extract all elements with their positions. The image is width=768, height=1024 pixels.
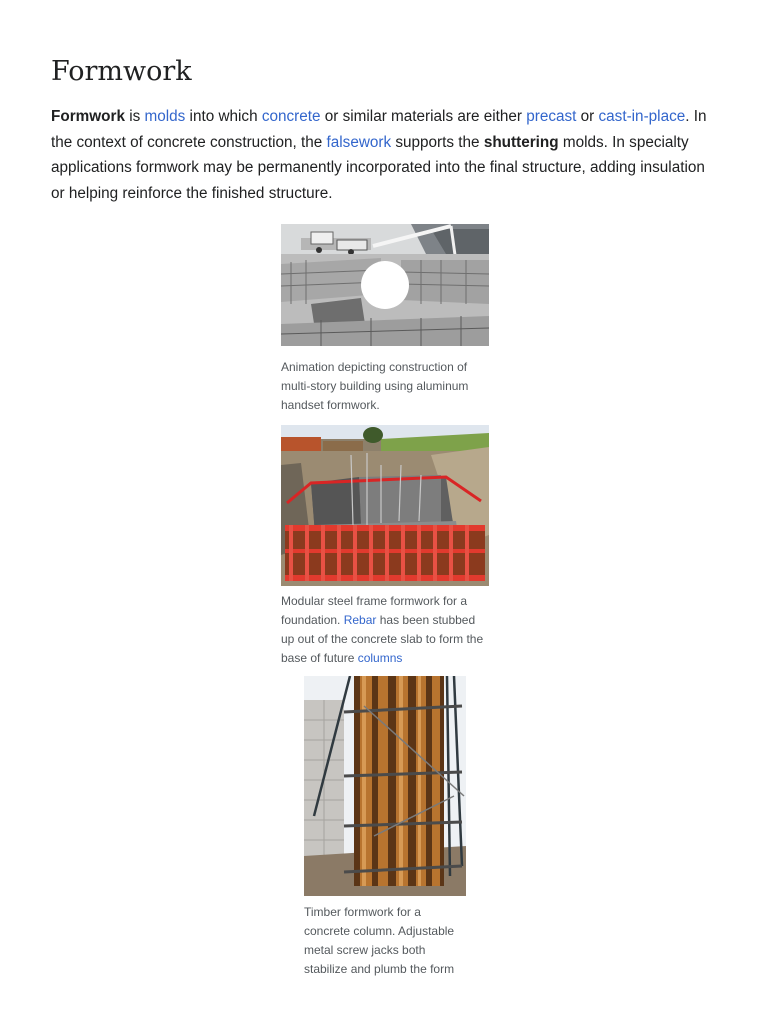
caption-text: has been stubbed up out of the concrete slab to form the base of future (281, 613, 484, 665)
bold-shuttering: shuttering (483, 133, 559, 151)
lead-text: supports the (391, 133, 484, 151)
figure-steel-frame-formwork (281, 425, 489, 668)
figure-timber-column-formwork (304, 676, 466, 979)
lead-term: Formwork (51, 108, 125, 125)
aluminum-formwork-animation-image[interactable] (281, 224, 489, 346)
lead-text: into which (185, 108, 262, 125)
link-rebar[interactable]: Rebar (343, 613, 377, 627)
lead-text: or (576, 108, 599, 125)
link-molds[interactable]: molds (144, 108, 186, 125)
figure-caption: Timber formwork for a concrete column. Adjustable metal screw jacks both stabilize and plumb the form (304, 905, 455, 976)
link-cast-in-place[interactable]: cast-in-place (598, 108, 686, 125)
lead-text: molds. In specialty applications formwork may be permanently incorporated into the final structure, adding insulation or helping reinforce the finished structure. (51, 133, 705, 203)
lead-paragraph (51, 104, 721, 207)
link-concrete[interactable]: concrete (261, 108, 321, 125)
link-falsework[interactable]: falsework (326, 133, 392, 151)
figure-caption: Animation depicting construction of multi-story building using aluminum handset formwork. (281, 360, 469, 412)
lead-text: is (124, 108, 145, 125)
lead-text: . In the context of concrete construction, the (51, 108, 707, 151)
page-title: Formwork (51, 56, 192, 87)
lead-text: or similar materials are either (320, 108, 527, 125)
caption-text: Modular steel frame formwork for a foundation. (281, 594, 468, 627)
timber-column-formwork-image[interactable] (304, 676, 466, 896)
figure-caption (281, 592, 489, 668)
steel-frame-foundation-formwork-image[interactable] (281, 425, 489, 586)
figure-aluminum-formwork (281, 224, 489, 415)
link-columns[interactable]: columns (357, 651, 403, 665)
link-precast[interactable]: precast (526, 108, 577, 125)
